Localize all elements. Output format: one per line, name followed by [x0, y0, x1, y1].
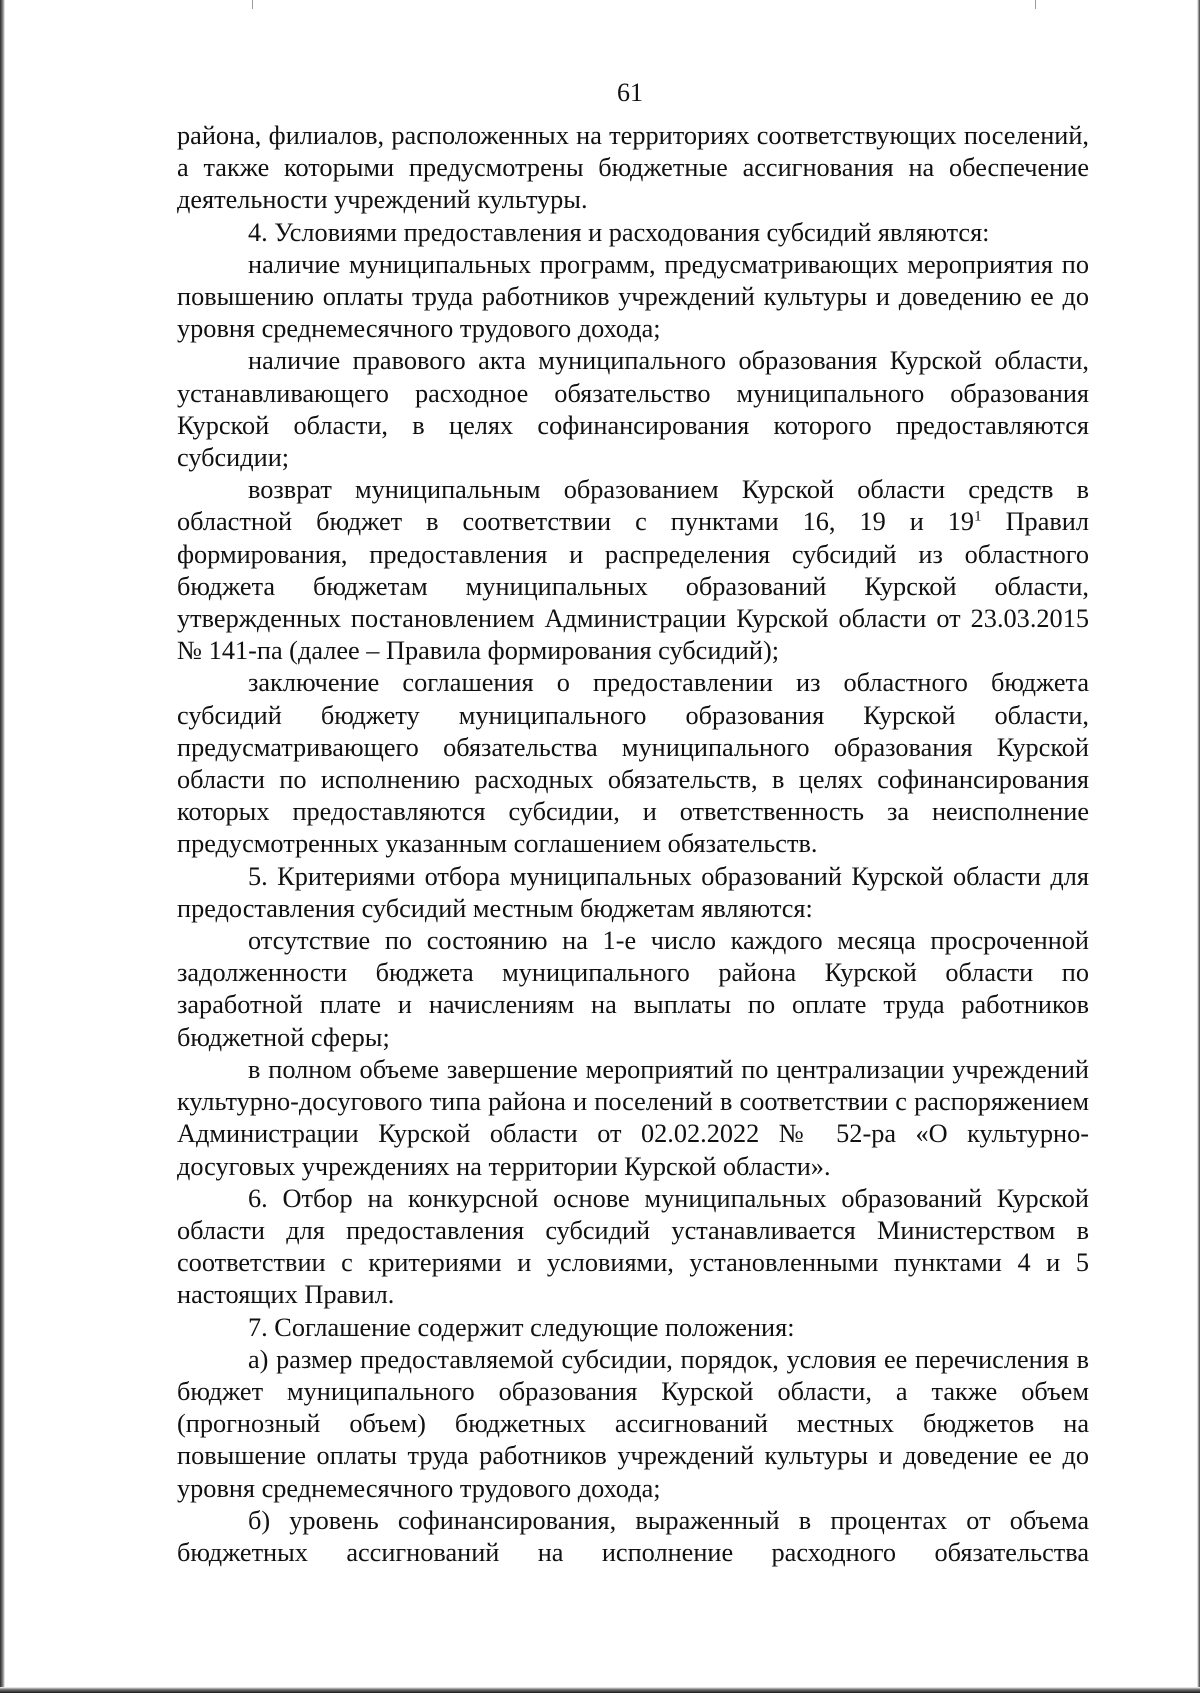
- paragraph-criterion-debt: отсутствие по состоянию на 1-е число каждого месяца просроченной задолженности бюджета муниципального района Курской области по заработной плате и начислениям на выплаты по оплате труда работников бюджетной сферы;: [177, 926, 1089, 1052]
- paragraph-condition-legal-act: наличие правового акта муниципального образования Курской области, устанавливающего расходное обязательство муниципального образования Курской области, в целях софинансирования которого предоставляются субсидии;: [177, 346, 1089, 473]
- paragraph-item-7a: а) размер предоставляемой субсидии, порядок, условия ее перечисления в бюджет муниципального образования Курской области, а также объем (прогнозный объем) бюджетных ассигнований местных бюджетов на повышение оплаты труда работников учреждений культуры и доведение ее до уровня среднемесячного трудового дохода;: [177, 1344, 1089, 1503]
- paragraph-item-7b: б) уровень софинансирования, выраженный в процентах от объема бюджетных ассигнований на исполнение расходного обязательства: [177, 1505, 1089, 1567]
- paragraph-continuation: района, филиалов, расположенных на территориях соответствующих поселений, а также которыми предусмотрены бюджетные ассигнования на обеспечение деятельности учреждений культуры.: [177, 121, 1089, 215]
- refund-text-before: возврат муниципальным образованием Курской области средств в областной бюджет в соответствии с пунктами 16, 19 и 19: [177, 475, 1089, 537]
- scan-mark: [1035, 0, 1036, 9]
- document-body: [177, 120, 1089, 1569]
- paragraph-criterion-centralization: в полном объеме завершение мероприятий по централизации учреждений культурно-досугового типа района и поселений в соответствии с распоряжением Администрации Курской области от 02.02.2022 № 52-ра «О культурно-досуговых учреждениях на территории Курской области».: [177, 1054, 1089, 1181]
- footnote-superscript: 1: [974, 508, 982, 525]
- paragraph-item-4: 4. Условиями предоставления и расходования субсидий являются:: [248, 217, 990, 247]
- scan-edge-bottom: [0, 1687, 1200, 1693]
- scan-edge-left: [0, 0, 5, 1693]
- paragraph-condition-refund: [177, 474, 1089, 667]
- page-number: 61: [617, 78, 643, 107]
- paragraph-item-7: 7. Соглашение содержит следующие положения:: [248, 1312, 795, 1342]
- paragraph-condition-agreement: заключение соглашения о предоставлении из областного бюджета субсидий бюджету муниципального образования Курской области, предусматривающего обязательства муниципального образования Курской области по исполнению расходных обязательств, в целях софинансирования которых предоставляются субсидии, и ответственность за неисполнение предусмотренных указанным соглашением обязательств.: [177, 668, 1089, 859]
- paragraph-item-5: 5. Критериями отбора муниципальных образований Курской области для предоставления субсидий местным бюджетам являются:: [177, 861, 1089, 923]
- paragraph-condition-programs: наличие муниципальных программ, предусматривающих мероприятия по повышению оплаты труда работников учреждений культуры и доведению ее до уровня среднемесячного трудового дохода;: [177, 249, 1089, 344]
- paragraph-item-6: 6. Отбор на конкурсной основе муниципальных образований Курской области для предоставления субсидий устанавливается Министерством в соответствии с критериями и условиями, установленными пунктами 4 и 5 настоящих Правил.: [177, 1183, 1089, 1310]
- scan-mark: [252, 0, 253, 9]
- refund-text-after: Правил формирования, предоставления и распределения субсидий из областного бюджета бюджетам муниципальных образований Курской области, утвержденных постановлением Администрации Курской области от 23.03.2015 № 141-па (далее – Правила формирования субсидий);: [177, 507, 1089, 666]
